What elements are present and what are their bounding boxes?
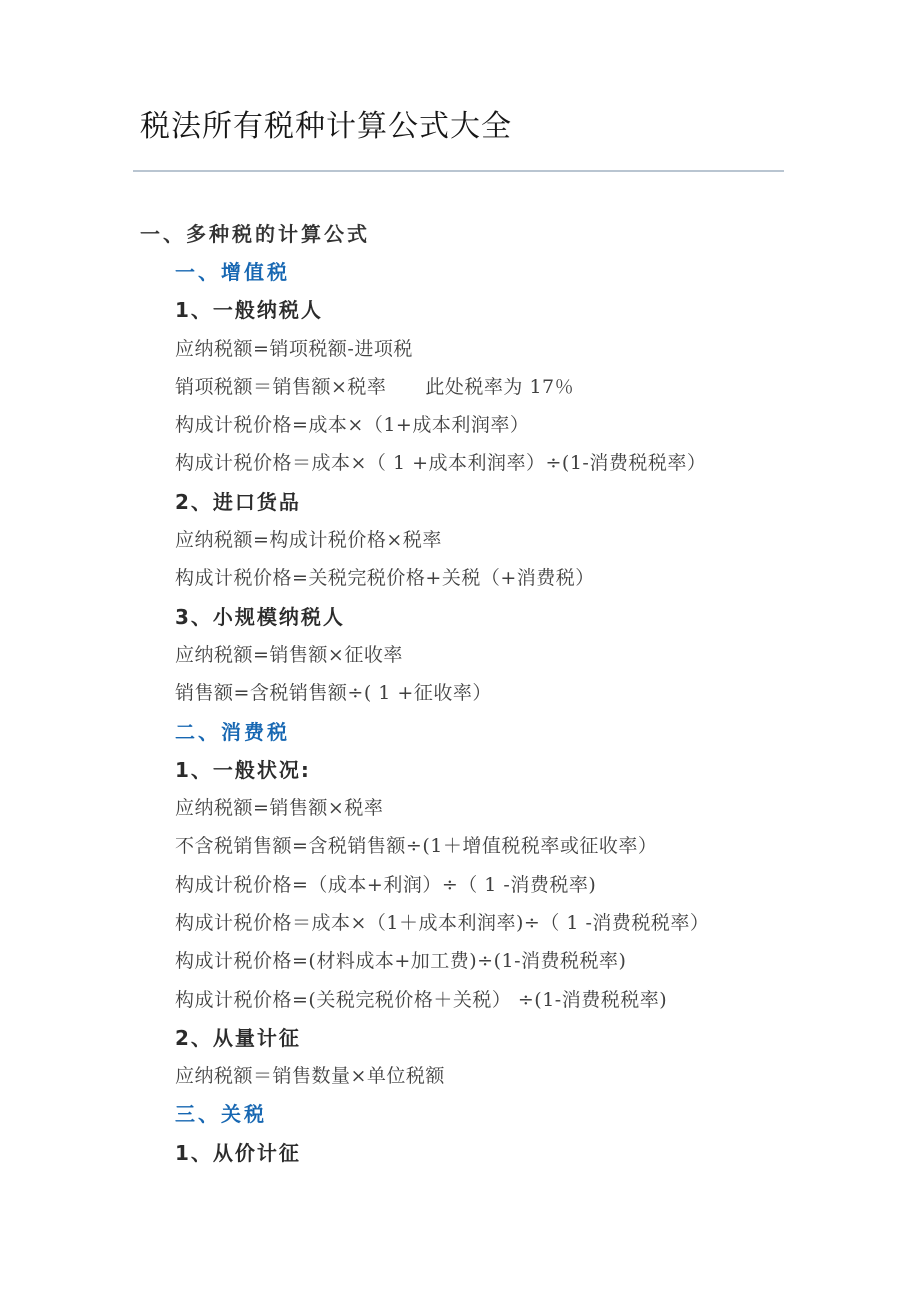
bold-subheading: 2、进口货品 <box>175 489 301 514</box>
formula-line: 应纳税额＝销售数量×单位税额 <box>175 1065 445 1088</box>
formula-line: 应纳税额=构成计税价格×税率 <box>175 529 442 552</box>
formula-line: 构成计税价格＝成本×（ 1 +成本利润率）÷(1-消费税税率） <box>175 452 707 475</box>
bold-subheading: 1、从价计征 <box>175 1140 301 1165</box>
formula-line: 销售额=含税销售额÷( 1 +征收率） <box>175 682 492 705</box>
formula-line: 构成计税价格=(材料成本+加工费)÷(1-消费税税率) <box>175 950 627 973</box>
formula-line: 构成计税价格＝成本×（1＋成本利润率)÷（ 1 -消费税税率） <box>175 911 710 934</box>
bold-subheading: 3、小规模纳税人 <box>175 604 345 629</box>
formula-line: 应纳税额=销售额×征收率 <box>175 643 403 666</box>
formula-line: 销项税额＝销售额×税率 此处税率为 17％ <box>175 375 575 398</box>
title-divider <box>133 170 784 172</box>
blue-subheading: 二、消费税 <box>175 719 290 744</box>
formula-line: 应纳税额=销项税额-进项税 <box>175 337 413 360</box>
formula-line: 构成计税价格=(关税完税价格＋关税） ÷(1-消费税税率) <box>175 988 668 1011</box>
blue-subheading: 一、增值税 <box>175 259 290 284</box>
document-title: 税法所有税种计算公式大全 <box>140 109 512 144</box>
bold-subheading: 1、一般状况: <box>175 757 311 782</box>
formula-line: 不含税销售额=含税销售额÷(1＋增值税税率或征收率） <box>175 835 658 858</box>
blue-subheading: 三、关税 <box>175 1102 267 1127</box>
bold-subheading: 1、一般纳税人 <box>175 298 323 323</box>
formula-list <box>140 251 860 1170</box>
formula-line: 构成计税价格=（成本+利润）÷（ 1 -消费税率) <box>175 873 597 896</box>
formula-line: 构成计税价格=关税完税价格+关税（+消费税） <box>175 567 595 590</box>
formula-line: 构成计税价格=成本×（1+成本利润率） <box>175 414 530 437</box>
document-body <box>140 213 860 1170</box>
formula-line: 应纳税额=销售额×税率 <box>175 797 384 820</box>
section-heading: 一、多种税的计算公式 <box>140 221 370 246</box>
bold-subheading: 2、从量计征 <box>175 1025 301 1050</box>
